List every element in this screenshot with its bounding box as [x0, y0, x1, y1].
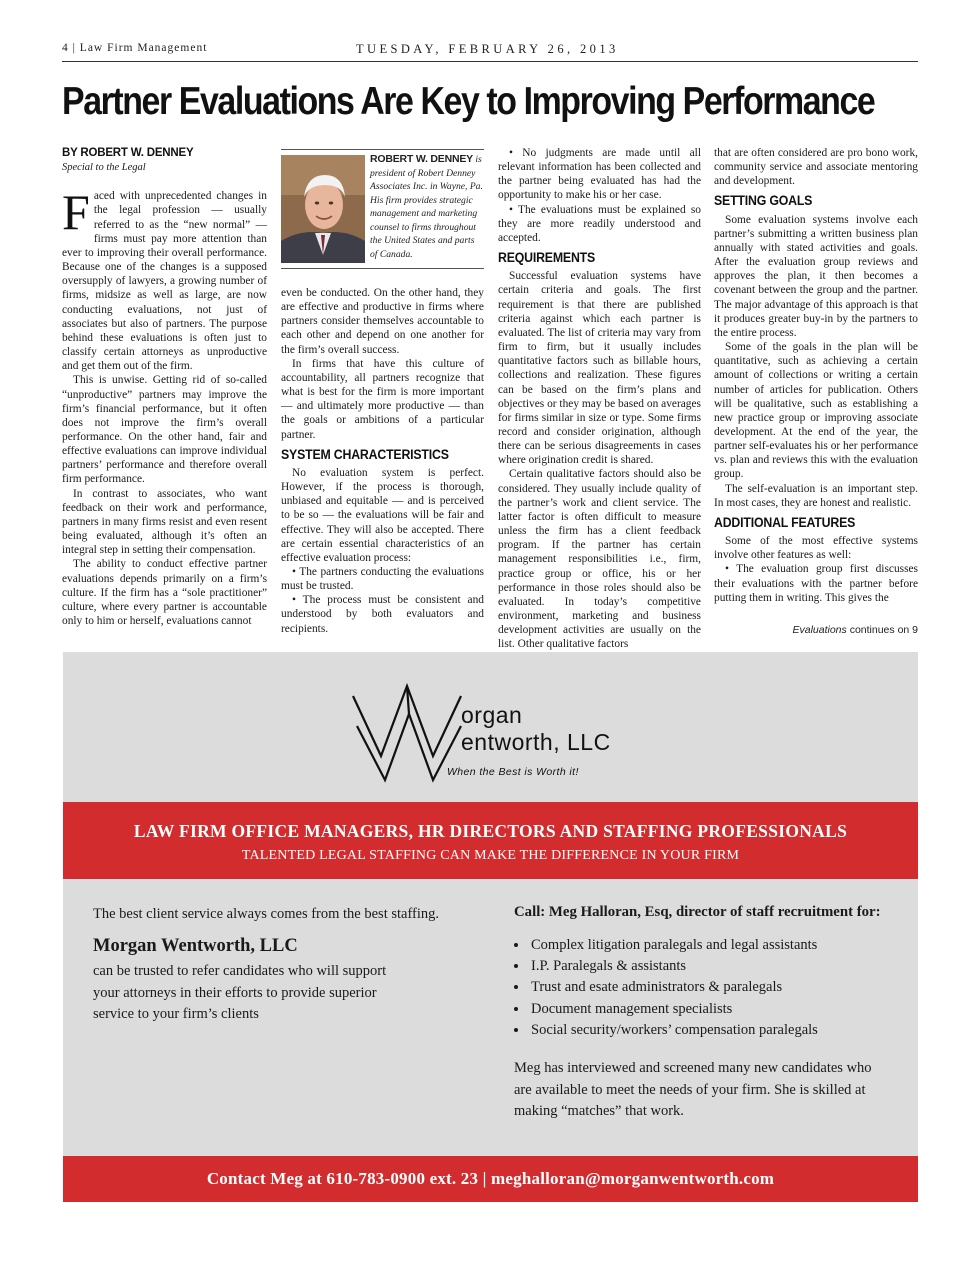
section-heading: REQUIREMENTS: [498, 250, 596, 266]
author-name: ROBERT W. DENNEY: [370, 153, 473, 165]
ad-services-list: [514, 935, 914, 1041]
bullet-item: • No judgments are made until all relevant information has been collected and the partner being evaluated has had the opportunity to make his or her case.: [498, 147, 701, 202]
list-item: • I.P. Paralegals & assistants: [529, 956, 914, 977]
ad-company-name: Morgan Wentworth, LLC: [93, 936, 298, 956]
paragraph: Some evaluation systems involve each partner’s submitting a written business plan annually with stated activities and goals. After the evaluation group reviews and approves the plan, it then becomes a covenant between the group and the partner. The major advantage of this approach is that it produces greater buy-in by the partners to the entire process.: [714, 213, 918, 339]
ad-banner-subheading: TALENTED LEGAL STAFFING CAN MAKE THE DIFFERENCE IN YOUR FIRM: [241, 848, 740, 863]
bullet-item: • The evaluations must be explained so they are more readily understood and accepted.: [498, 203, 701, 244]
article-column-1: [62, 146, 267, 628]
bullet-item: • The evaluation group first discusses their evaluations with the partner before putting them in writing. This gives the: [714, 563, 918, 604]
list-item: • Trust and esate administrators & paralegals: [529, 977, 914, 998]
ad-banner: [63, 802, 918, 879]
ad-left-column: [93, 906, 493, 1026]
author-bio-box: [281, 149, 484, 269]
byline: BY ROBERT W. DENNEY: [62, 147, 194, 159]
logo-wordmark: organ entworth, LLC: [461, 702, 611, 755]
section-heading: ADDITIONAL FEATURES: [714, 514, 856, 530]
article-column-3: [498, 146, 701, 651]
paragraph: Certain qualitative factors should also be considered. They usually include quality of the partner’s work and client service. The latter factor is often difficult to measure unless the firm has a client feedback program. If the partner has certain management responsibilities i.e., firm, practice group or office, his or her performance in those roles should also be evaluated. In today’s competitive environment, marketing and business development activities are usually on the list. Other qualitative factors: [498, 468, 701, 651]
section-heading: SYSTEM CHARACTERISTICS: [281, 446, 449, 462]
list-item: • Complex litigation paralegals and legal assistants: [529, 935, 914, 956]
bullet-item: • The process must be consistent and understood by both evaluators and recipients.: [281, 594, 484, 635]
paragraph: Faced with unprecedented changes in the legal profession — usually referred to as the “new normal” — firms must pay more attention than ever to improving their overall performance. Because one of the changes is a supposed oversupply of lawyers, a growing number of firms, midsize as well as large, are now conducting evaluations, not just of associates but also of partners. The purpose behind these evaluations is often just to classify certain attorneys as unproductive and get them out of the firm.: [62, 184, 267, 373]
paragraph: The ability to conduct effective partner evaluations depends primarily on a firm’s culture. If the firm has a “sole practitioner” culture, where every partner is accountable only to him or herself, evaluations cannot: [62, 558, 267, 627]
paragraph: In contrast to associates, who want feedback on their work and performance, partners in many firms resist and even resent being evaluated, although it’s often an integral step in setting their compensation.: [62, 487, 267, 557]
article-column-2: [281, 286, 484, 636]
ad-right-column: [514, 904, 914, 1123]
folio-section: 4 | Law Firm Management: [62, 42, 208, 54]
ad-banner-heading: LAW FIRM OFFICE MANAGERS, HR DIRECTORS AND STAFFING PROFESSIONALS: [133, 821, 848, 841]
paragraph: that are often considered are pro bono work, community service and associate mentoring and development.: [714, 147, 918, 188]
article-column-4: [714, 146, 918, 605]
ad-lead-text: The best client service always comes from the best staffing.: [93, 906, 440, 922]
article-headline: Partner Evaluations Are Key to Improving Performance: [62, 80, 875, 123]
paragraph: Successful evaluation systems have certain criteria and goals. The first requirement is that there are published criteria against which each partner is evaluated. The list of criteria may vary from firm to firm, but it usually includes quantitative factors such as billable hours, collections and realization. These figures can be based on the firm’s plans and objectives or they may be based on averages for firms similar in size or type. Some firms record and consider origination, although there can be serious disagreements in cases where origination credit is shared.: [498, 270, 701, 467]
byline-credit: Special to the Legal: [62, 162, 146, 174]
paragraph: In firms that have this culture of accountability, all partners recognize that what is best for the firm is more important — and ultimately more productive — than the goals or ambitions of a particular partner.: [281, 357, 484, 441]
drop-cap: F: [62, 184, 90, 241]
ad-contact-footer: Contact Meg at 610-783-0900 ext. 23 | meghalloran@morganwentworth.com: [63, 1156, 918, 1202]
continuation-note: Evaluations continues on 9: [792, 624, 918, 636]
paragraph: Some of the most effective systems involve other features as well:: [714, 535, 918, 562]
logo-tagline: When the Best is Worth it!: [447, 766, 579, 778]
paragraph: even be conducted. On the other hand, they are effective and productive in firms where partners consider themselves accountable to each other and depend on one another for the firm’s overall success.: [281, 287, 484, 356]
paragraph: Some of the goals in the plan will be quantitative, such as achieving a certain amount of collections or writing a certain number of articles for publication. Others will be qualitative, such as establishing a new practice group or improving associate development. At the end of the year, the partner self-evaluates his or her performance vs. plan and reviews this with the evaluation group.: [714, 341, 918, 481]
author-bio-text: ROBERT W. DENNEY is president of Robert Denney Associates Inc. in Wayne, Pa. His firm provides strategic management and marketing counsel to firms throughout the United States and parts of Canada.: [370, 153, 483, 260]
paragraph: This is unwise. Getting rid of so-called “unproductive” partners may improve the firm’s financial performance, but it often does not improve the firm’s overall performance. On the other hand, fair and effective evaluations can improve individual partners’ performance and therefore overall firm performance.: [62, 374, 267, 486]
folio-date: TUESDAY, FEBRUARY 26, 2013: [356, 42, 619, 56]
advertisement: [63, 652, 918, 1202]
bullet-item: • The partners conducting the evaluations must be trusted.: [281, 565, 484, 593]
list-item: • Social security/workers’ compensation paralegals: [529, 1020, 914, 1041]
paragraph: The self-evaluation is an important step. In most cases, they are honest and realistic.: [714, 482, 918, 509]
list-item: • Document management specialists: [529, 999, 914, 1020]
ad-contact-heading: Call: Meg Halloran, Esq, director of staff recruitment for:: [514, 904, 881, 920]
ad-company-description: can be trusted to refer candidates who will support your attorneys in their efforts to provide superior service to your firm’s clients: [93, 963, 387, 1022]
ad-body-text: Meg has interviewed and screened many new candidates who are available to meet the needs of your firm. She is skilled at making “matches” that work.: [514, 1060, 872, 1120]
page-folio: [62, 41, 918, 62]
section-heading: SETTING GOALS: [714, 193, 813, 209]
paragraph: No evaluation system is perfect. However, if the process is thorough, unbiased and equitable — and is perceived to be so — the evaluations will be fair and effective. They will also be accepted. There are certain essential characteristics of an effective evaluation process:: [281, 466, 484, 564]
author-photo: [281, 155, 365, 263]
